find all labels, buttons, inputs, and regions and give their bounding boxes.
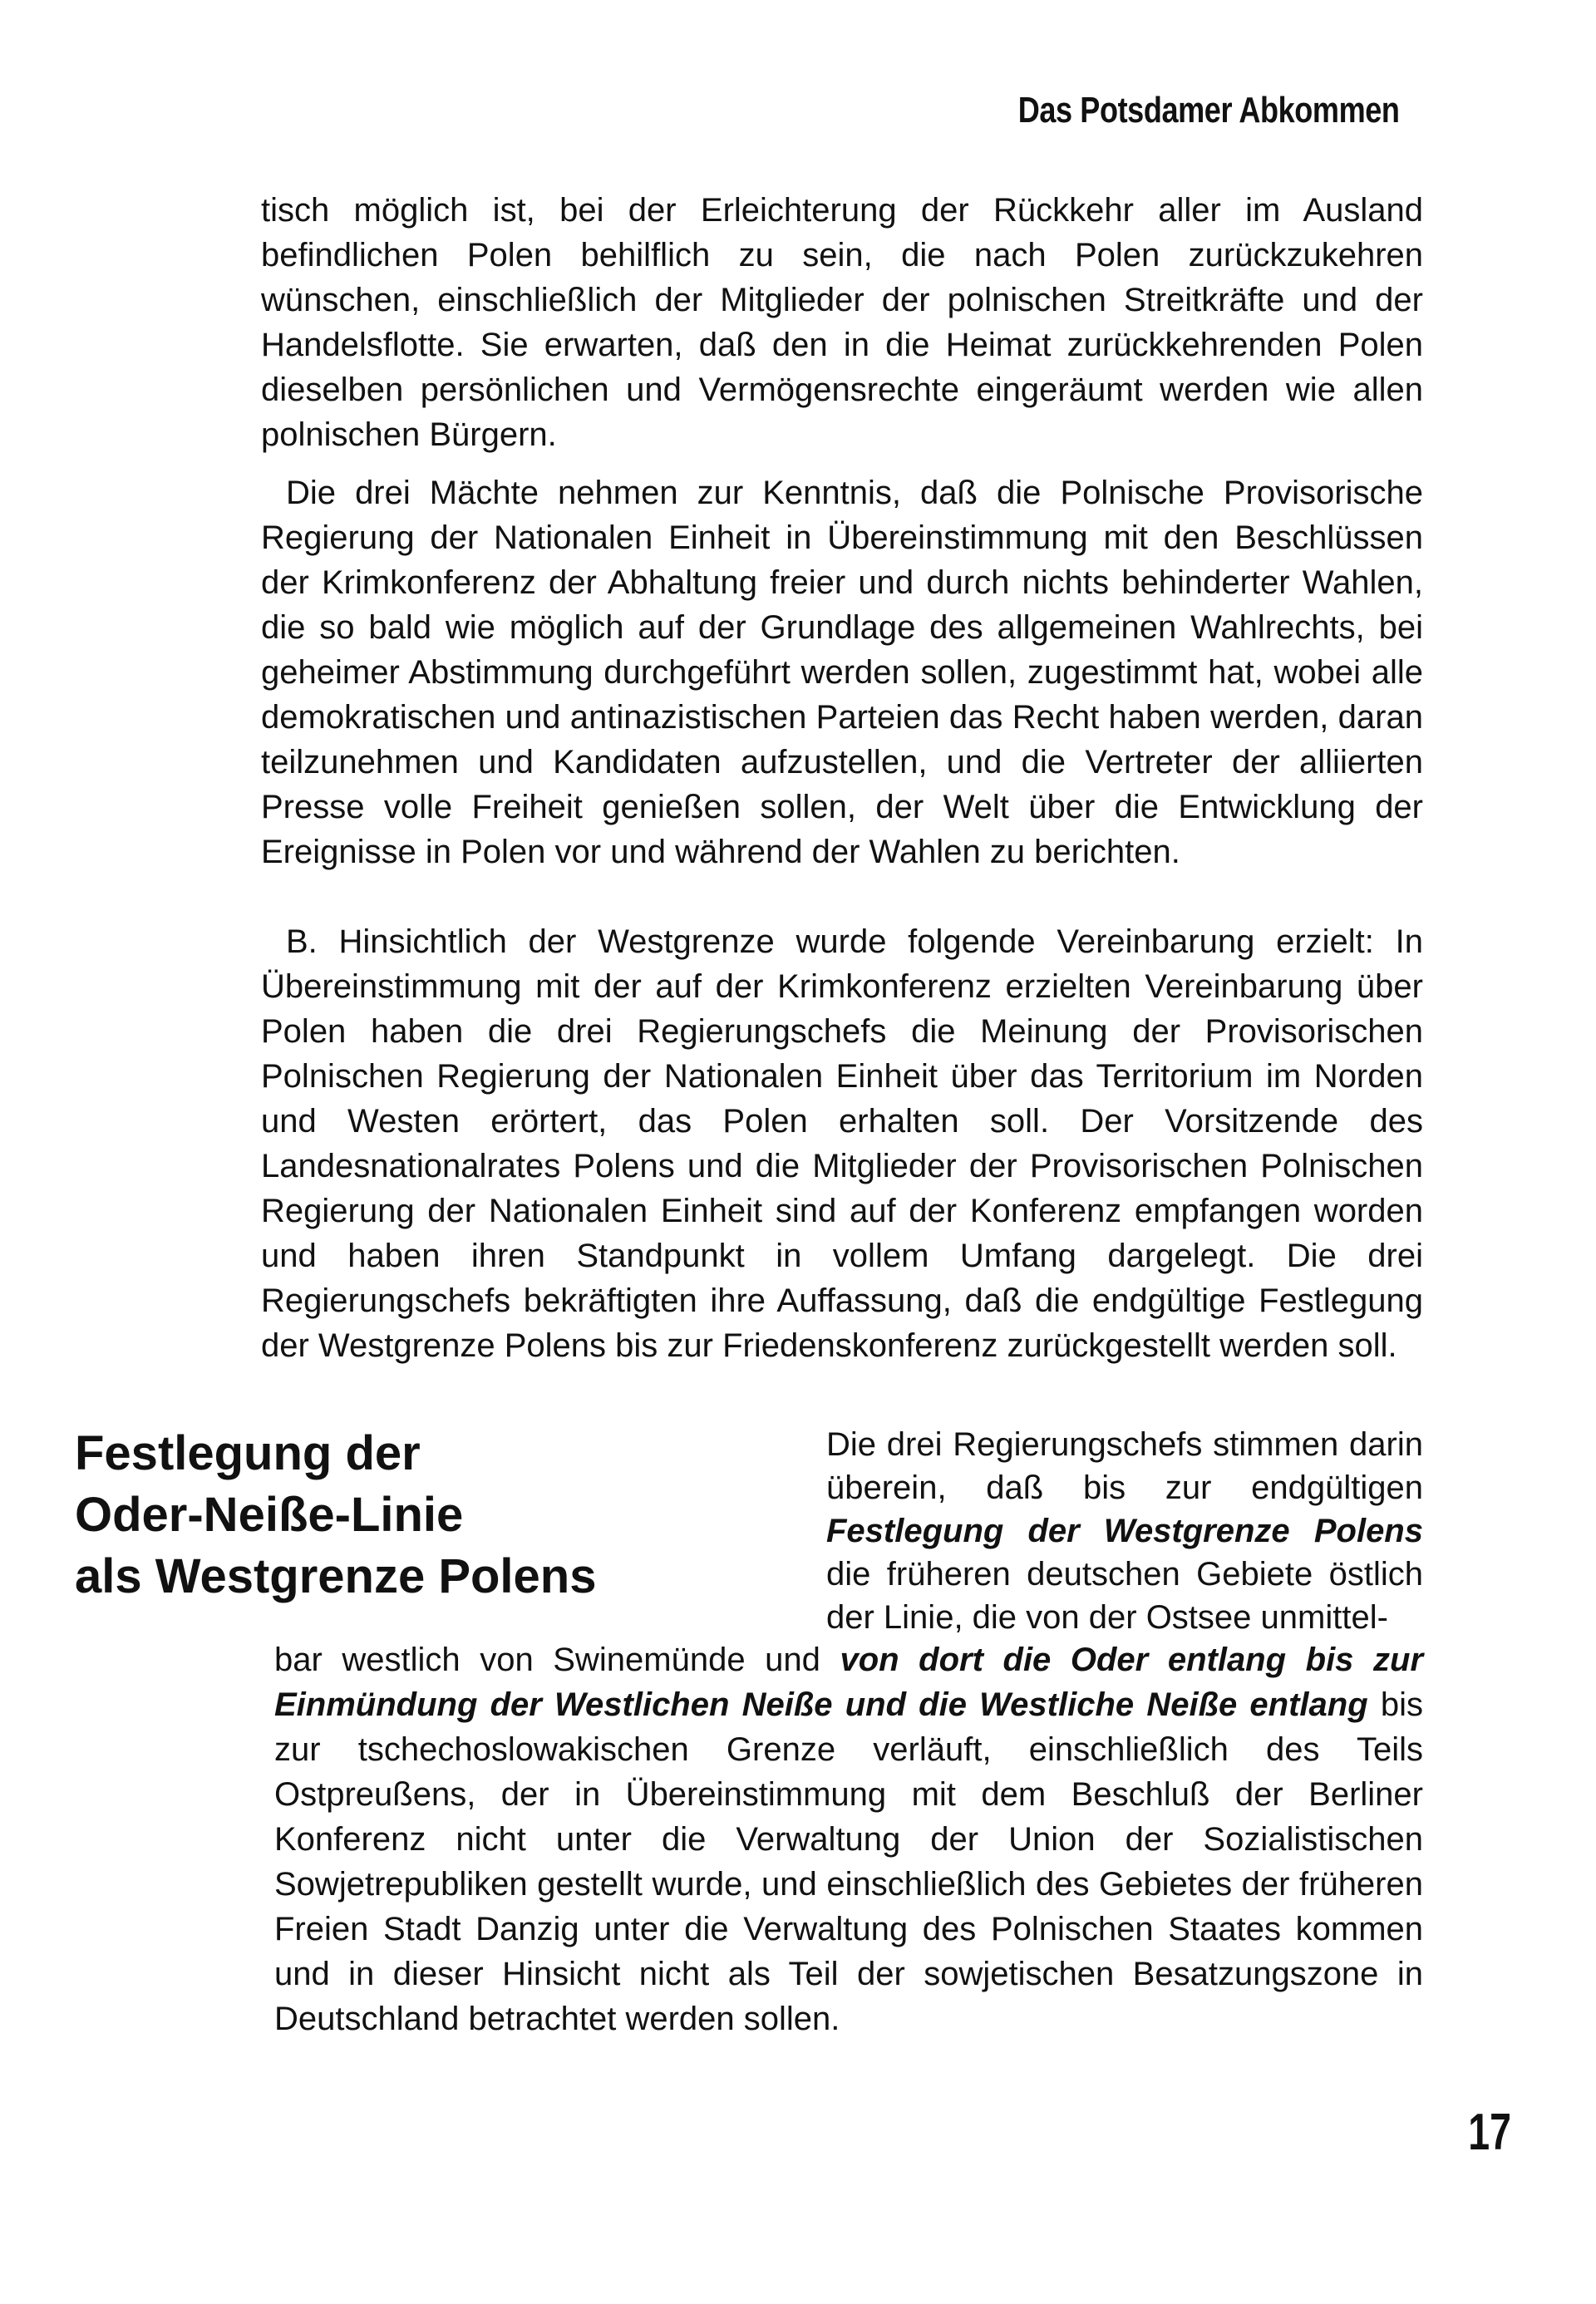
side-heading [75, 1423, 657, 1607]
running-header: Das Potsdamer Abkommen [1018, 90, 1400, 130]
page-number: 17 [1468, 2104, 1511, 2161]
side-heading-line-1: Festlegung der [75, 1426, 421, 1480]
paragraph-text: bis zur tschechoslowakischen Grenze verläuft, einschließlich des Teils Ostpreußens, der in Übereinstimmung mit dem Beschluß der Berliner Konferenz nicht unter die Verwaltung der Union der Sozialistischen Sowjetrepubliken gestellt wurde, und einschließlich des Gebietes der früheren Freien Stadt Danzig unter die Verwaltung des Polnischen Staates kommen und in dieser Hinsicht nicht als Teil der sowjetischen Besatzungszone in Deutschland betrachtet werden sollen. [274, 1686, 1423, 2037]
side-heading-line-3: als Westgrenze Polens [75, 1549, 597, 1603]
paragraph-oder-neisse-continuation [274, 1637, 1423, 2041]
emphasis-westgrenze: Festlegung der Westgrenze Polens [826, 1513, 1423, 1549]
paragraph-oder-neisse-intro [826, 1423, 1423, 1639]
paragraph-text: die früheren deutschen Gebiete östlich der Linie, die von der Ostsee unmittel- [826, 1556, 1423, 1636]
paragraph-text: Die drei Regierungschefs stimmen darin überein, daß bis zur endgültigen [826, 1426, 1423, 1506]
paragraph-return-of-poles: tisch möglich ist, bei der Erleichterung der Rückkehr aller im Ausland befindlichen Polen behilflich zu sein, die nach Polen zurückzukehren wünschen, einschließlich der Mitglieder der polnischen Streitkräfte und der Handelsflotte. Sie erwarten, daß den in die Heimat zurückkehrenden Polen dieselben persönlichen und Vermögensrechte eingeräumt werden wie allen polnischen Bürgern. [261, 192, 1423, 453]
paragraph-text: bar westlich von Swinemünde und [274, 1642, 820, 1678]
side-heading-line-2: Oder-Neiße-Linie [75, 1488, 464, 1542]
paragraph-polish-elections: Die drei Mächte nehmen zur Kenntnis, daß die Polnische Provisorische Regierung der Nationalen Einheit in Übereinstimmung mit den Beschlüssen der Krimkonferenz der Abhaltung freier und durch nichts behinderter Wahlen, die so bald wie möglich auf der Grundlage des allgemeinen Wahlrechts, bei geheimer Abstimmung durchgeführt werden sollen, zugestimmt hat, wobei alle demokratischen und antinazistischen Parteien das Recht haben werden, daran teilzunehmen und Kandidaten aufzustellen, und die Vertreter der alliierten Presse volle Freiheit genießen sollen, der Welt über die Entwicklung der Ereignisse in Polen vor und während der Wahlen zu berichten. [261, 475, 1423, 870]
emphasis-oder-neisse: von dort die Oder entlang bis zur Einmündung der Westlichen Neiße und die Westliche Neiße entlang [274, 1642, 1424, 1723]
paragraph-western-border: B. Hinsichtlich der Westgrenze wurde folgende Vereinbarung erzielt: In Übereinstimmung mit der auf der Krimkonferenz erzielten Vereinbarung über Polen haben die drei Regierungschefs die Meinung der Provisorischen Polnischen Regierung der Nationalen Einheit über das Territorium im Norden und Westen erörtert, das Polen erhalten soll. Der Vorsitzende des Landesnationalrates Polens und die Mitglieder der Provisorischen Polnischen Regierung der Nationalen Einheit sind auf der Konferenz empfangen worden und haben ihren Standpunkt in vollem Umfang dargelegt. Die drei Regierungschefs bekräftigten ihre Auffassung, daß die endgültige Festlegung der Westgrenze Polens bis zur Friedenskonferenz zurückgestellt werden soll. [261, 923, 1423, 1364]
